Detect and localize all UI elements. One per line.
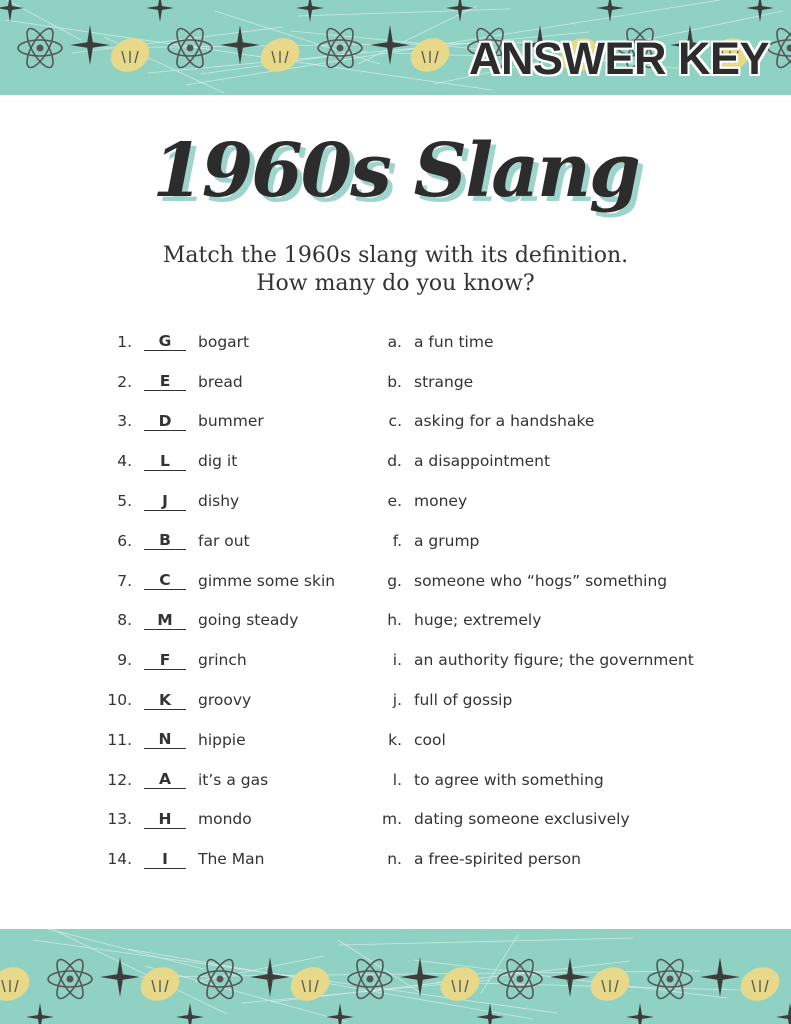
answer-blank: C bbox=[144, 571, 186, 590]
definition-letter: k. bbox=[388, 730, 402, 749]
definition-row bbox=[376, 839, 694, 879]
answer-blank: J bbox=[144, 492, 186, 511]
definition-text: a disappointment bbox=[414, 452, 551, 471]
sparkle-star-icon bbox=[326, 1003, 354, 1024]
definition-row bbox=[376, 800, 694, 840]
question-row bbox=[96, 640, 335, 680]
boomerang-blob-icon bbox=[285, 961, 335, 1007]
answer-blank: B bbox=[144, 531, 186, 550]
definition-letter: e. bbox=[387, 492, 402, 511]
definition-row bbox=[376, 441, 694, 481]
sparkle-star-icon bbox=[70, 25, 110, 65]
definition-letter: c. bbox=[388, 412, 402, 431]
instructions bbox=[0, 242, 791, 298]
definition-text: asking for a handshake bbox=[414, 412, 595, 431]
question-row bbox=[96, 362, 335, 402]
slang-word: mondo bbox=[198, 810, 252, 829]
slang-word: The Man bbox=[198, 850, 265, 869]
definition-letter: a. bbox=[387, 332, 402, 351]
question-row bbox=[96, 402, 335, 442]
definition-text: an authority figure; the government bbox=[414, 651, 694, 670]
question-row bbox=[96, 760, 335, 800]
slang-word: dishy bbox=[198, 492, 240, 511]
question-number: 6. bbox=[117, 531, 132, 550]
atom-icon bbox=[768, 25, 791, 71]
answer-blank: A bbox=[144, 770, 186, 789]
boomerang-blob-icon bbox=[105, 32, 155, 78]
sparkle-star-icon bbox=[776, 1003, 791, 1024]
definition-letter: f. bbox=[392, 531, 402, 550]
question-number: 11. bbox=[107, 730, 132, 749]
slang-word: gimme some skin bbox=[198, 571, 336, 590]
question-row bbox=[96, 481, 335, 521]
instructions-line-2: How many do you know? bbox=[256, 271, 535, 296]
answer-blank: D bbox=[144, 412, 186, 431]
sparkle-star-icon bbox=[220, 25, 260, 65]
atom-icon bbox=[498, 956, 542, 1002]
slang-word-list bbox=[96, 322, 335, 879]
answer-blank: N bbox=[144, 730, 186, 749]
page-title: 1960s Slang bbox=[152, 128, 639, 214]
slang-word: dig it bbox=[198, 452, 238, 471]
sparkle-star-icon bbox=[146, 0, 174, 22]
sparkle-star-icon bbox=[250, 957, 290, 997]
boomerang-blob-icon bbox=[585, 961, 635, 1007]
definition-list bbox=[376, 322, 694, 879]
slang-word: bogart bbox=[198, 332, 250, 351]
sparkle-star-icon bbox=[26, 1003, 54, 1024]
boomerang-blob-icon bbox=[735, 961, 785, 1007]
definition-letter: i. bbox=[392, 651, 402, 670]
slang-word: it’s a gas bbox=[198, 770, 269, 789]
question-number: 14. bbox=[107, 850, 132, 869]
question-number: 12. bbox=[107, 770, 132, 789]
question-number: 3. bbox=[117, 412, 132, 431]
atom-icon bbox=[198, 956, 242, 1002]
question-number: 2. bbox=[117, 372, 132, 391]
answer-blank: L bbox=[144, 452, 186, 471]
answer-blank: I bbox=[144, 850, 186, 869]
definition-letter: g. bbox=[387, 571, 402, 590]
sparkle-star-icon bbox=[176, 1003, 204, 1024]
boomerang-blob-icon bbox=[405, 32, 455, 78]
definition-text: a free-spirited person bbox=[414, 850, 581, 869]
slang-word: hippie bbox=[198, 730, 246, 749]
slang-word: bread bbox=[198, 372, 243, 391]
question-row bbox=[96, 441, 335, 481]
definition-letter: n. bbox=[387, 850, 402, 869]
definition-text: money bbox=[414, 492, 468, 511]
answer-blank: F bbox=[144, 651, 186, 670]
boomerang-blob-icon bbox=[0, 32, 5, 78]
definition-row bbox=[376, 601, 694, 641]
atom-icon bbox=[648, 956, 692, 1002]
definition-row bbox=[376, 760, 694, 800]
definition-letter: j. bbox=[392, 691, 402, 710]
definition-row bbox=[376, 640, 694, 680]
slang-word: going steady bbox=[198, 611, 299, 630]
question-number: 10. bbox=[107, 691, 132, 710]
sparkle-star-icon bbox=[746, 0, 774, 22]
atom-icon bbox=[318, 25, 362, 71]
question-row bbox=[96, 561, 335, 601]
question-number: 1. bbox=[117, 332, 132, 351]
sparkle-star-icon bbox=[626, 1003, 654, 1024]
definition-row bbox=[376, 521, 694, 561]
definition-row bbox=[376, 322, 694, 362]
sparkle-star-icon bbox=[400, 957, 440, 997]
slang-word: far out bbox=[198, 531, 250, 550]
question-row bbox=[96, 601, 335, 641]
definition-letter: h. bbox=[387, 611, 402, 630]
definition-row bbox=[376, 720, 694, 760]
sparkle-star-icon bbox=[100, 957, 140, 997]
definition-text: a fun time bbox=[414, 332, 494, 351]
definition-row bbox=[376, 680, 694, 720]
answer-blank: G bbox=[144, 332, 186, 351]
question-row bbox=[96, 800, 335, 840]
atom-icon bbox=[348, 956, 392, 1002]
question-number: 9. bbox=[117, 651, 132, 670]
definition-text: a grump bbox=[414, 531, 480, 550]
answer-key-badge: ANSWER KEY bbox=[468, 33, 769, 84]
definition-text: cool bbox=[414, 730, 446, 749]
slang-word: grinch bbox=[198, 651, 247, 670]
boomerang-blob-icon bbox=[255, 32, 305, 78]
sparkle-star-icon bbox=[370, 25, 410, 65]
sparkle-star-icon bbox=[550, 957, 590, 997]
question-number: 4. bbox=[117, 452, 132, 471]
slang-word: bummer bbox=[198, 412, 264, 431]
definition-letter: l. bbox=[392, 770, 402, 789]
definition-row bbox=[376, 561, 694, 601]
atomic-pattern bbox=[0, 929, 791, 1024]
atom-icon bbox=[18, 25, 62, 71]
boomerang-blob-icon bbox=[0, 961, 35, 1007]
definition-text: to agree with something bbox=[414, 770, 604, 789]
atom-icon bbox=[168, 25, 212, 71]
definition-text: strange bbox=[414, 372, 474, 391]
slang-word: groovy bbox=[198, 691, 252, 710]
question-row bbox=[96, 521, 335, 561]
question-number: 7. bbox=[117, 571, 132, 590]
answer-blank: E bbox=[144, 372, 186, 391]
boomerang-blob-icon bbox=[135, 961, 185, 1007]
question-number: 8. bbox=[117, 611, 132, 630]
answer-blank: M bbox=[144, 611, 186, 630]
definition-row bbox=[376, 481, 694, 521]
question-row bbox=[96, 720, 335, 760]
question-row bbox=[96, 680, 335, 720]
definition-letter: b. bbox=[387, 372, 402, 391]
question-number: 5. bbox=[117, 492, 132, 511]
definition-letter: m. bbox=[381, 810, 402, 829]
answer-blank: K bbox=[144, 691, 186, 710]
question-number: 13. bbox=[107, 810, 132, 829]
definition-row bbox=[376, 402, 694, 442]
instructions-line-1: Match the 1960s slang with its definition. bbox=[162, 243, 629, 268]
definition-text: dating someone exclusively bbox=[414, 810, 630, 829]
sparkle-star-icon bbox=[700, 957, 740, 997]
atom-icon bbox=[48, 956, 92, 1002]
bottom-pattern-band bbox=[0, 929, 791, 1024]
definition-text: huge; extremely bbox=[414, 611, 542, 630]
definition-text: someone who “hogs” something bbox=[414, 571, 668, 590]
question-row bbox=[96, 322, 335, 362]
definition-row bbox=[376, 362, 694, 402]
answer-blank: H bbox=[144, 810, 186, 829]
definition-text: full of gossip bbox=[414, 691, 513, 710]
sparkle-star-icon bbox=[296, 0, 324, 22]
definition-letter: d. bbox=[387, 452, 402, 471]
question-row bbox=[96, 839, 335, 879]
sparkle-star-icon bbox=[0, 0, 24, 22]
